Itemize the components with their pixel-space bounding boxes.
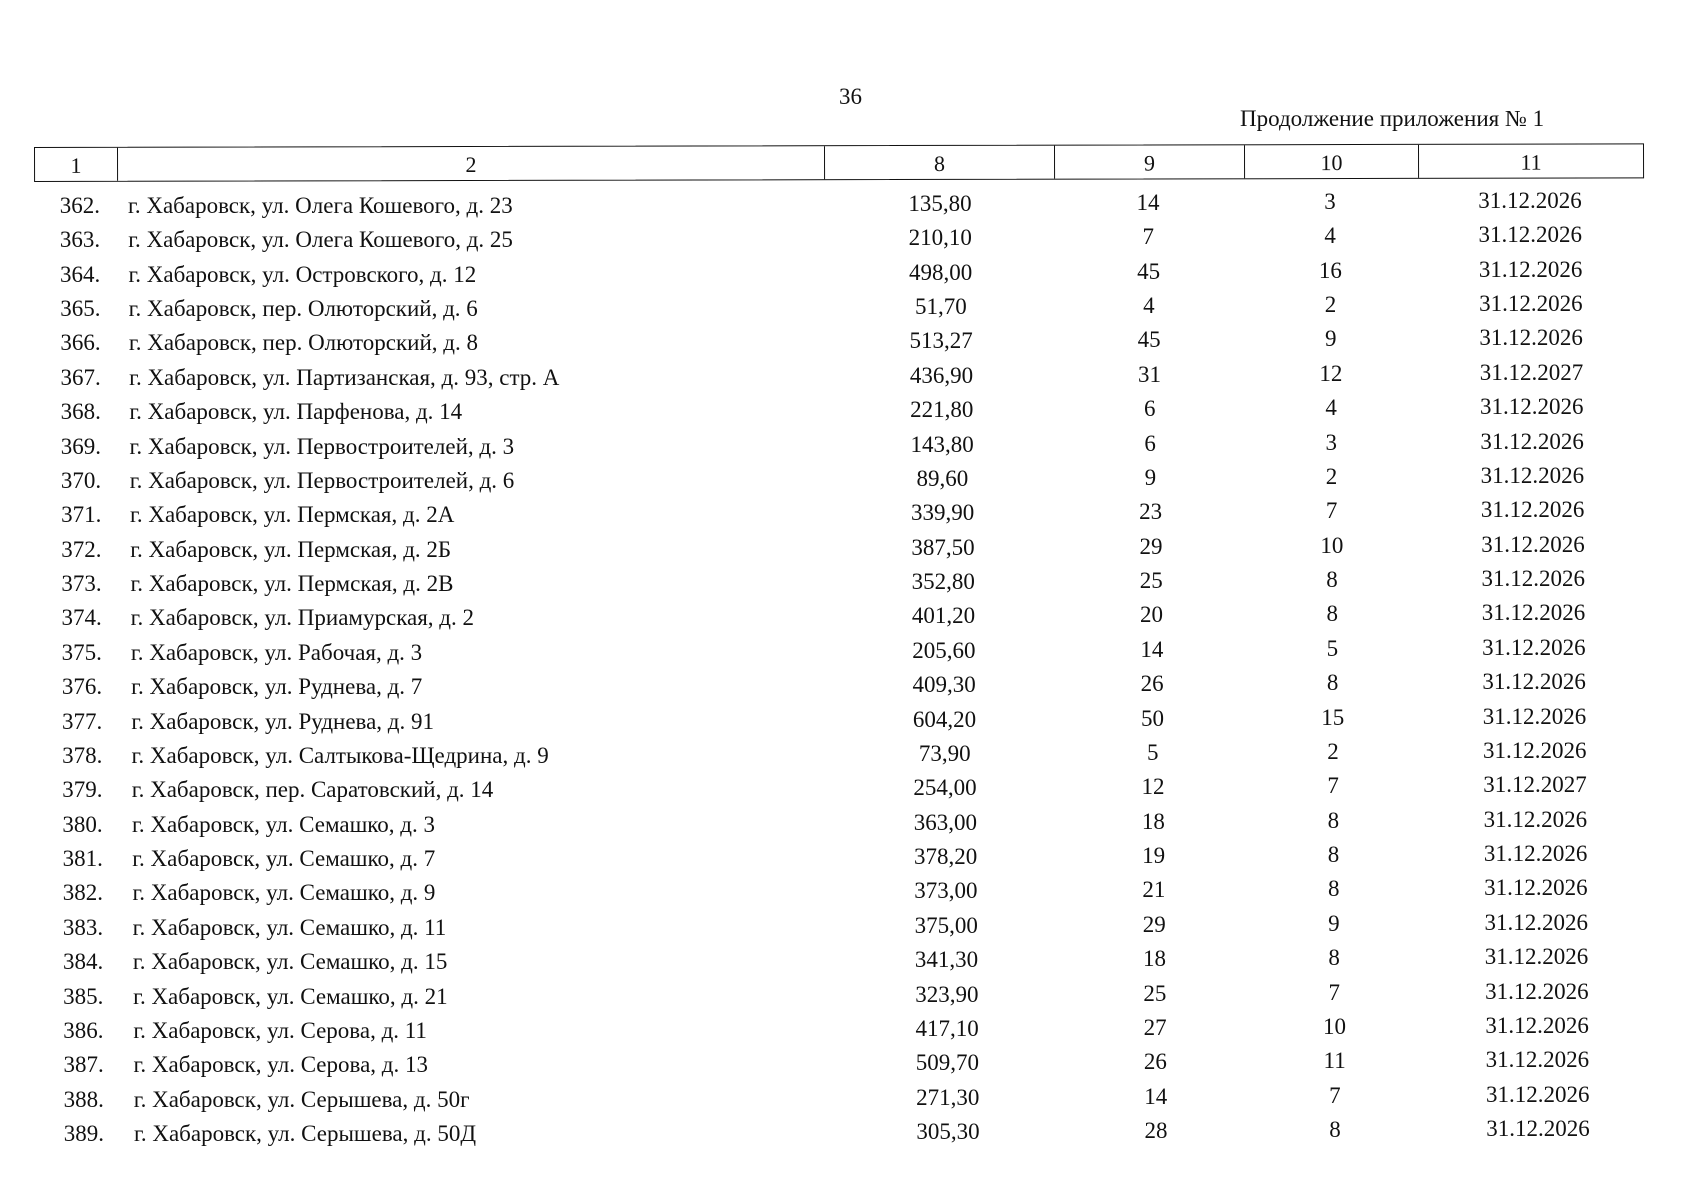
row-address: г. Хабаровск, ул. Пермская, д. 2А: [130, 502, 455, 528]
row-address: г. Хабаровск, ул. Олега Кошевого, д. 25: [128, 227, 513, 253]
row-address: г. Хабаровск, ул. Приамурская, д. 2: [130, 605, 475, 631]
header-col-9: 9: [1055, 145, 1245, 178]
table-row: [0, 532, 1701, 566]
row-col9: 6: [1144, 430, 1156, 456]
row-number: 368.: [60, 399, 101, 425]
row-col10: 4: [1324, 223, 1336, 249]
row-area: 341,30: [914, 947, 979, 973]
row-area: 498,00: [908, 259, 973, 285]
row-number: 376.: [61, 674, 103, 700]
row-col10: 11: [1323, 1048, 1346, 1074]
row-date: 31.12.2026: [1484, 875, 1588, 901]
table-row: [0, 498, 1701, 532]
row-address: г. Хабаровск, ул. Серышева, д. 50г: [133, 1086, 470, 1112]
row-area: 513,27: [909, 328, 973, 354]
row-address: г. Хабаровск, ул. Семашко, д. 3: [132, 811, 435, 837]
row-date: 31.12.2026: [1480, 428, 1584, 454]
table-row: [0, 772, 1701, 806]
table-row: [0, 841, 1701, 875]
row-number: 387.: [63, 1052, 104, 1078]
row-date: 31.12.2026: [1485, 978, 1589, 1004]
row-col10: 12: [1319, 360, 1343, 386]
row-col10: 7: [1327, 773, 1339, 799]
row-address: г. Хабаровск, ул. Первостроителей, д. 3: [129, 433, 515, 459]
table-row: [0, 429, 1701, 463]
row-col9: 9: [1144, 464, 1157, 490]
row-area: 221,80: [910, 397, 974, 423]
table-row: [0, 875, 1701, 909]
row-area: 210,10: [908, 225, 972, 251]
row-col9: 45: [1137, 258, 1161, 284]
row-address: г. Хабаровск, ул. Партизанская, д. 93, стр. А: [129, 364, 560, 390]
row-col10: 8: [1326, 567, 1338, 593]
row-col9: 45: [1137, 327, 1161, 353]
row-col10: 8: [1327, 807, 1340, 833]
row-col10: 5: [1326, 635, 1339, 661]
table-row: [0, 635, 1701, 669]
row-col10: 8: [1328, 945, 1340, 971]
row-col9: 19: [1142, 843, 1166, 869]
row-number: 388.: [63, 1086, 104, 1112]
row-col10: 8: [1326, 601, 1338, 627]
row-number: 378.: [62, 742, 103, 768]
row-address: г. Хабаровск, ул. Семашко, д. 9: [132, 880, 436, 906]
row-address: г. Хабаровск, ул. Рабочая, д. 3: [130, 639, 423, 665]
row-date: 31.12.2026: [1485, 1047, 1590, 1073]
row-col9: 28: [1144, 1118, 1168, 1144]
header-col-2: 2: [118, 146, 825, 181]
row-area: 205,60: [912, 637, 976, 663]
row-address: г. Хабаровск, ул. Семашко, д. 7: [132, 846, 436, 872]
row-area: 135,80: [908, 191, 972, 216]
row-col9: 18: [1141, 808, 1165, 834]
row-address: г. Хабаровск, ул. Серова, д. 11: [133, 1017, 427, 1043]
row-area: 89,60: [916, 465, 969, 491]
row-col10: 2: [1327, 738, 1339, 764]
row-date: 31.12.2026: [1484, 909, 1588, 935]
row-col10: 4: [1325, 395, 1337, 421]
row-area: 323,90: [915, 981, 979, 1007]
row-date: 31.12.2026: [1481, 600, 1586, 626]
row-col10: 8: [1327, 876, 1340, 902]
table-row: [0, 909, 1701, 943]
row-number: 385.: [63, 983, 104, 1009]
row-address: г. Хабаровск, ул. Островского, д. 12: [128, 261, 477, 287]
row-date: 31.12.2026: [1478, 188, 1582, 213]
row-area: 51,70: [915, 294, 967, 320]
row-col9: 7: [1142, 224, 1155, 250]
row-area: 254,00: [913, 775, 977, 801]
row-number: 377.: [61, 708, 103, 734]
row-col9: 6: [1144, 396, 1156, 422]
row-date: 31.12.2026: [1485, 1012, 1589, 1038]
header-col-10: 10: [1245, 145, 1419, 178]
row-date: 31.12.2027: [1483, 772, 1587, 798]
row-number: 379.: [62, 777, 103, 803]
row-date: 31.12.2027: [1479, 359, 1584, 385]
table-row: [0, 463, 1701, 497]
row-area: 73,90: [918, 740, 971, 766]
row-col9: 14: [1136, 190, 1160, 215]
row-area: 409,30: [912, 672, 976, 698]
row-area: 436,90: [909, 362, 974, 388]
row-number: 366.: [60, 330, 101, 356]
row-address: г. Хабаровск, ул. Серышева, д. 50Д: [134, 1121, 477, 1147]
row-date: 31.12.2026: [1481, 566, 1585, 592]
row-date: 31.12.2026: [1479, 291, 1583, 317]
row-number: 372.: [61, 536, 102, 562]
row-area: 509,70: [915, 1050, 980, 1076]
row-col9: 50: [1140, 705, 1164, 731]
row-area: 387,50: [911, 534, 975, 560]
table-row: [0, 806, 1701, 840]
row-date: 31.12.2026: [1480, 394, 1584, 420]
header-col-1: 1: [35, 148, 118, 181]
row-date: 31.12.2026: [1479, 325, 1583, 351]
table-row: [0, 978, 1701, 1012]
row-number: 389.: [63, 1121, 104, 1147]
row-col9: 12: [1141, 774, 1165, 800]
row-date: 31.12.2026: [1478, 222, 1583, 248]
row-area: 604,20: [912, 706, 977, 732]
row-date: 31.12.2026: [1482, 703, 1587, 729]
row-area: 352,80: [911, 569, 975, 595]
row-col10: 15: [1321, 704, 1345, 730]
table-row: [0, 738, 1701, 772]
table-row: [0, 669, 1701, 703]
row-number: 369.: [60, 433, 102, 459]
row-date: 31.12.2026: [1484, 944, 1589, 970]
row-area: 143,80: [910, 431, 974, 457]
row-area: 363,00: [913, 809, 977, 835]
page-number: 36: [839, 84, 862, 109]
row-address: г. Хабаровск, ул. Олега Кошевого, д. 23: [128, 193, 513, 218]
row-col9: 29: [1139, 533, 1163, 559]
row-col9: 26: [1143, 1049, 1167, 1075]
row-col10: 8: [1329, 1117, 1341, 1143]
row-address: г. Хабаровск, ул. Семашко, д. 21: [133, 983, 448, 1009]
row-date: 31.12.2026: [1482, 669, 1586, 695]
row-number: 363.: [59, 227, 101, 253]
row-col9: 23: [1139, 499, 1163, 525]
table-row: [0, 704, 1701, 738]
row-area: 305,30: [916, 1119, 980, 1145]
table-row: [0, 601, 1701, 635]
row-date: 31.12.2026: [1480, 462, 1585, 488]
table-row: [0, 566, 1701, 600]
table-row: [0, 944, 1701, 978]
row-date: 31.12.2026: [1482, 634, 1586, 660]
row-col10: 7: [1328, 979, 1340, 1005]
row-area: 417,10: [915, 1015, 979, 1041]
row-col9: 27: [1143, 1014, 1167, 1040]
row-address: г. Хабаровск, ул. Семашко, д. 15: [132, 949, 448, 975]
row-col10: 2: [1325, 463, 1338, 489]
row-col10: 9: [1324, 326, 1337, 352]
table-row: [0, 1115, 1701, 1149]
row-number: 371.: [61, 502, 102, 528]
row-col10: 9: [1328, 910, 1340, 936]
row-area: 401,20: [911, 603, 976, 629]
row-col9: 4: [1143, 293, 1155, 319]
row-col10: 10: [1320, 532, 1344, 558]
row-col9: 20: [1140, 602, 1164, 628]
header-col-8: 8: [825, 146, 1055, 180]
row-col9: 31: [1137, 361, 1161, 387]
row-date: 31.12.2026: [1485, 1081, 1590, 1107]
row-number: 370.: [60, 467, 102, 493]
row-number: 375.: [61, 639, 102, 665]
table-row: [0, 1012, 1701, 1046]
row-number: 384.: [63, 949, 104, 975]
row-col10: 16: [1318, 257, 1342, 283]
row-col9: 25: [1139, 568, 1163, 594]
row-number: 386.: [63, 1017, 104, 1043]
row-number: 382.: [62, 880, 103, 906]
row-number: 381.: [62, 846, 103, 872]
row-area: 375,00: [914, 912, 978, 938]
row-col9: 26: [1140, 671, 1164, 697]
row-col9: 14: [1144, 1083, 1168, 1109]
table-row: [0, 1047, 1701, 1081]
row-address: г. Хабаровск, ул. Серова, д. 13: [133, 1052, 428, 1078]
row-date: 31.12.2026: [1486, 1116, 1590, 1142]
row-date: 31.12.2026: [1478, 256, 1583, 282]
row-address: г. Хабаровск, ул. Семашко, д. 11: [132, 914, 447, 940]
row-col9: 5: [1146, 739, 1159, 765]
row-col10: 7: [1329, 1082, 1341, 1108]
row-col9: 21: [1142, 877, 1166, 903]
row-number: 367.: [60, 364, 101, 390]
row-col9: 14: [1140, 636, 1164, 662]
row-number: 362.: [59, 193, 100, 218]
row-address: г. Хабаровск, ул. Руднева, д. 91: [131, 708, 435, 734]
row-col10: 3: [1324, 189, 1336, 214]
row-number: 374.: [61, 605, 102, 631]
row-address: г. Хабаровск, ул. Руднева, д. 7: [131, 674, 423, 700]
row-number: 365.: [60, 296, 101, 322]
header-col-11: 11: [1520, 149, 1542, 175]
row-address: г. Хабаровск, пер. Олюторский, д. 8: [128, 330, 478, 356]
continuation-label: Продолжение приложения № 1: [1240, 106, 1545, 131]
row-col10: 8: [1326, 670, 1339, 696]
row-address: г. Хабаровск, пер. Саратовский, д. 14: [131, 777, 494, 803]
row-col10: 7: [1325, 498, 1338, 524]
table-row: [0, 1081, 1701, 1115]
row-area: 271,30: [916, 1084, 980, 1110]
row-col10: 10: [1322, 1013, 1346, 1039]
row-number: 373.: [61, 571, 102, 597]
row-col10: 3: [1325, 429, 1338, 455]
row-address: г. Хабаровск, ул. Салтыкова-Щедрина, д. 9: [131, 742, 549, 768]
row-date: 31.12.2026: [1482, 737, 1587, 763]
row-number: 380.: [62, 811, 103, 837]
row-col10: 8: [1327, 842, 1340, 868]
row-area: 378,20: [914, 844, 978, 870]
row-address: г. Хабаровск, ул. Пермская, д. 2В: [130, 571, 454, 597]
row-col9: 29: [1142, 911, 1166, 937]
row-col9: 18: [1143, 946, 1167, 972]
row-address: г. Хабаровск, ул. Пермская, д. 2Б: [130, 536, 452, 562]
row-address: г. Хабаровск, ул. Парфенова, д. 14: [129, 399, 463, 425]
row-date: 31.12.2026: [1481, 531, 1585, 557]
row-number: 383.: [62, 914, 104, 940]
row-col9: 25: [1143, 980, 1167, 1006]
row-address: г. Хабаровск, ул. Первостроителей, д. 6: [129, 467, 515, 493]
row-date: 31.12.2026: [1483, 841, 1588, 867]
row-number: 364.: [60, 261, 101, 287]
row-area: 373,00: [914, 878, 978, 904]
row-col10: 2: [1324, 292, 1337, 318]
row-date: 31.12.2026: [1483, 806, 1588, 832]
row-area: 339,90: [911, 500, 975, 526]
row-address: г. Хабаровск, пер. Олюторский, д. 6: [128, 296, 478, 322]
row-date: 31.12.2026: [1480, 497, 1585, 523]
